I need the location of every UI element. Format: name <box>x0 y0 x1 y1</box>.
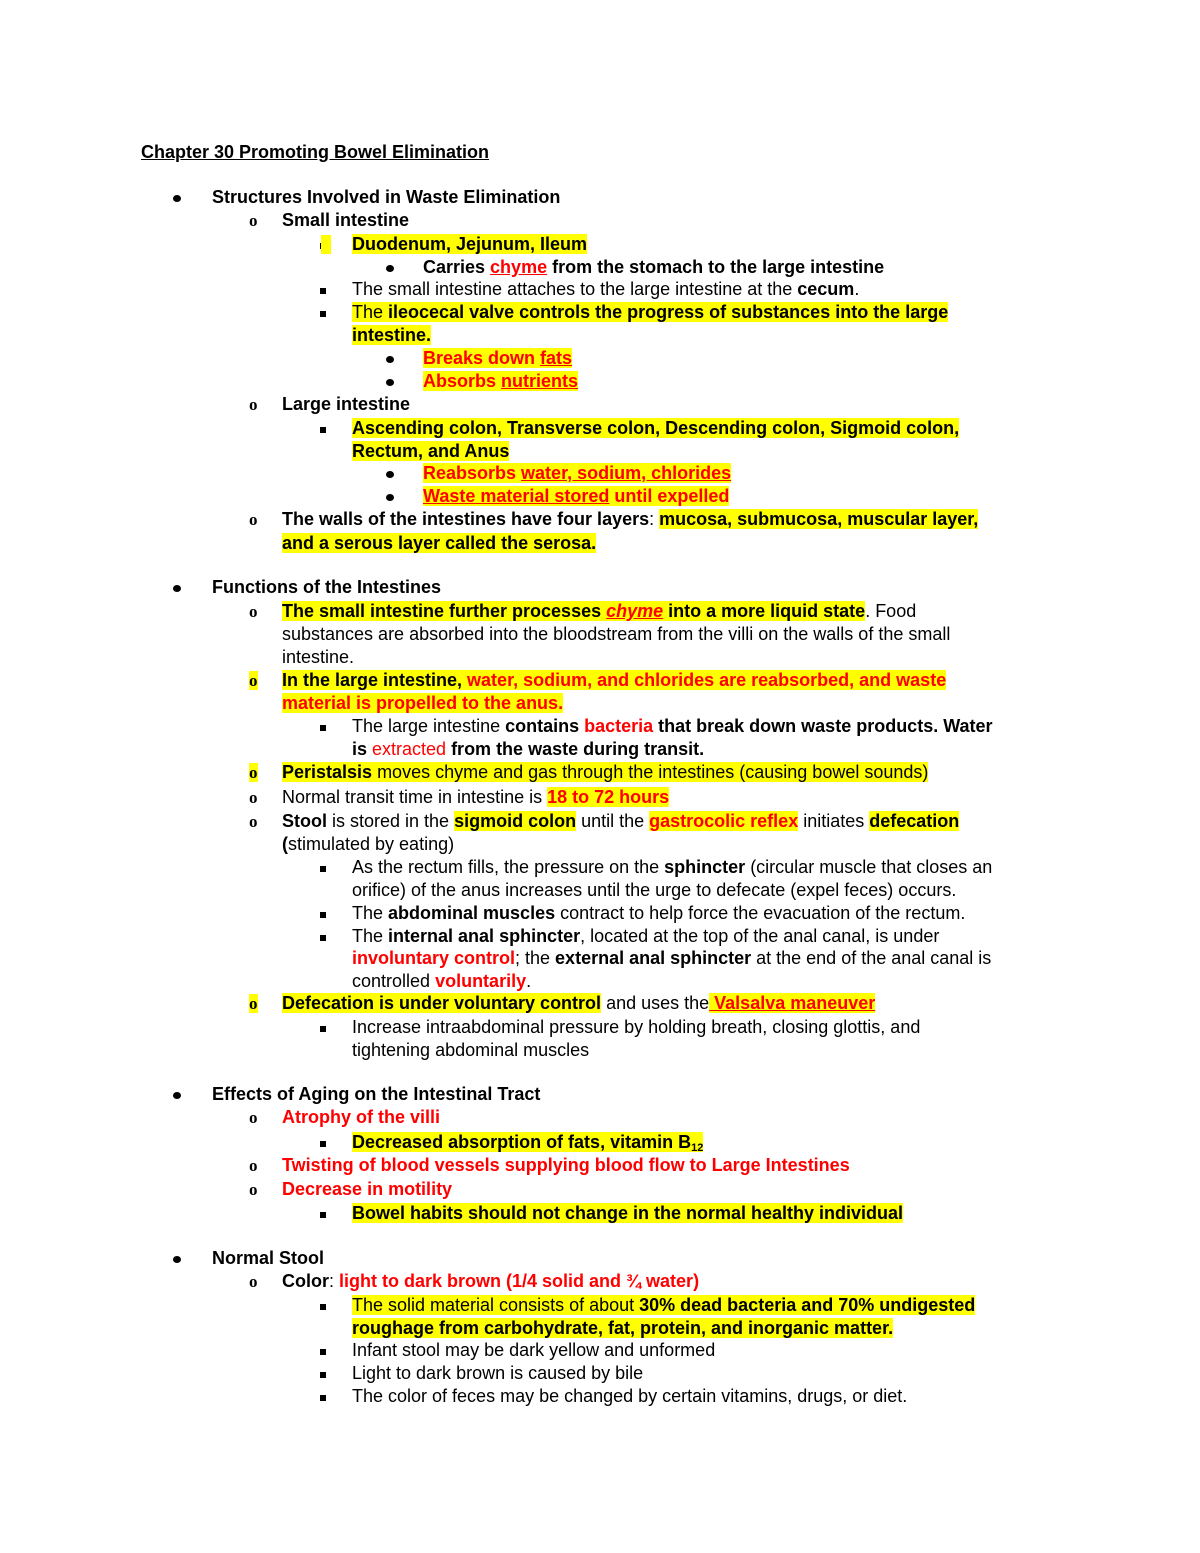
bullet-dot-icon <box>173 186 181 209</box>
bullet-dot-icon <box>173 1247 181 1270</box>
bullet-square-icon <box>320 278 326 301</box>
bullet-square-icon <box>320 301 326 324</box>
bowel-habits-line: Bowel habits should not change in the normal healthy individual <box>352 1203 904 1223</box>
bullet-o-icon: o <box>249 1156 258 1175</box>
stool-storage-line: Stool is stored in the sigmoid colon until the gastrocolic reflex initiates defecation <box>282 811 960 831</box>
small-intestine-function-3: intestine. <box>282 647 355 667</box>
bullet-dot-icon <box>386 256 394 279</box>
large-intestine-label: Large intestine <box>282 394 411 414</box>
bullet-square-icon <box>320 925 326 948</box>
bullet-o-icon: o <box>249 763 258 782</box>
page-title: Chapter 30 Promoting Bowel Elimination <box>141 142 490 162</box>
internal-sphincter-line-2: involuntary control; the external anal sphincter at the end of the anal canal is <box>352 948 992 968</box>
decreased-absorption-line: Decreased absorption of fats, vitamin $B_{12}$ <box>352 1132 704 1154</box>
bullet-dot-icon <box>173 576 181 599</box>
colon-parts-line: Ascending colon, Transverse colon, Descending colon, Sigmoid colon, <box>352 418 960 438</box>
bile-line: Light to dark brown is caused by bile <box>352 1363 644 1383</box>
large-intestine-function-2: material is propelled to the anus. <box>282 693 564 713</box>
infant-stool-line: Infant stool may be dark yellow and unformed <box>352 1340 716 1360</box>
rectum-line: As the rectum fills, the pressure on the sphincter (circular muscle that closes an <box>352 857 993 877</box>
bullet-o-icon: o <box>249 395 258 414</box>
bullet-square-icon <box>320 1385 326 1408</box>
transit-time-line: Normal transit time in intestine is 18 to 72 hours <box>282 787 670 807</box>
reabsorbs-line: Reabsorbs water, sodium, chlorides <box>423 463 732 483</box>
bullet-square-icon <box>320 233 331 256</box>
bullet-o-icon: o <box>249 211 258 230</box>
stool-color-line: Color: light to dark brown (1/4 solid and ¾ water) <box>282 1271 700 1291</box>
bullet-square-icon <box>320 715 326 738</box>
solid-material-line: The solid material consists of about 30% dead bacteria and 70% undigested <box>352 1295 976 1315</box>
bullet-square-icon <box>320 1131 326 1154</box>
large-intestine-function: In the large intestine, water, sodium, and chlorides are reabsorbed, and waste <box>282 670 947 690</box>
small-intestine-function: The small intestine further processes chyme into a more liquid state. Food <box>282 601 917 621</box>
bullet-o-icon: o <box>249 1180 258 1199</box>
bullet-dot-icon <box>173 1083 181 1106</box>
small-intestine-label: Small intestine <box>282 210 410 230</box>
bullet-square-icon <box>320 902 326 925</box>
motility-line: Decrease in motility <box>282 1179 453 1199</box>
abdominal-muscles-line: The abdominal muscles contract to help force the evacuation of the rectum. <box>352 903 966 923</box>
internal-sphincter-line: The internal anal sphincter, located at the top of the anal canal, is under <box>352 926 940 946</box>
bullet-square-icon <box>320 417 326 440</box>
bullet-dot-icon <box>386 462 394 485</box>
atrophy-line: Atrophy of the villi <box>282 1107 441 1127</box>
bullet-o-icon: o <box>249 510 258 529</box>
bullet-o-icon: o <box>249 788 258 807</box>
intestine-walls-line: The walls of the intestines have four layers: mucosa, submucosa, muscular layer, <box>282 509 979 529</box>
defecation-control-line: Defecation is under voluntary control and uses the Valsalva maneuver <box>282 993 876 1013</box>
section-heading-normal-stool: Normal Stool <box>212 1248 325 1268</box>
rectum-line-2: orifice) of the anus increases until the urge to defecate (expel feces) occurs. <box>352 880 957 900</box>
feces-color-line: The color of feces may be changed by certain vitamins, drugs, or diet. <box>352 1386 908 1406</box>
stool-storage-line-2: (stimulated by eating) <box>282 834 455 854</box>
valsalva-detail-line-2: tightening abdominal muscles <box>352 1040 590 1060</box>
section-heading-functions: Functions of the Intestines <box>212 577 442 597</box>
bullet-square-icon <box>320 1362 326 1385</box>
waste-material-line: Waste material stored until expelled <box>423 486 730 506</box>
bullet-dot-icon <box>386 370 394 393</box>
breaks-down-fats: Breaks down fats <box>423 348 573 368</box>
absorbs-nutrients: Absorbs nutrients <box>423 371 579 391</box>
bacteria-line-2: is extracted from the waste during transit. <box>352 739 705 759</box>
bullet-o-icon: o <box>249 1108 258 1127</box>
section-heading-structures: Structures Involved in Waste Elimination <box>212 187 561 207</box>
carries-chyme-line: Carries chyme from the stomach to the large intestine <box>423 257 885 277</box>
bullet-square-icon <box>320 1294 326 1317</box>
ileocecal-valve-line-2: intestine. <box>352 325 432 345</box>
bullet-o-icon: o <box>249 994 258 1013</box>
cecum-line: The small intestine attaches to the large intestine at the cecum. <box>352 279 860 299</box>
bullet-square-icon <box>320 1202 326 1225</box>
bullet-square-icon <box>320 856 326 879</box>
bullet-o-icon: o <box>249 1272 258 1291</box>
bullet-square-icon <box>320 1016 326 1039</box>
peristalsis-line: Peristalsis moves chyme and gas through the intestines (causing bowel sounds) <box>282 762 929 782</box>
bullet-dot-icon <box>386 347 394 370</box>
ileocecal-valve-line: The ileocecal valve controls the progress of substances into the large <box>352 302 949 322</box>
bullet-o-icon: o <box>249 671 258 690</box>
solid-material-line-2: roughage from carbohydrate, fat, protein, and inorganic matter. <box>352 1318 894 1338</box>
section-heading-aging: Effects of Aging on the Intestinal Tract <box>212 1084 541 1104</box>
bullet-o-icon: o <box>249 602 258 621</box>
bullet-dot-icon <box>386 485 394 508</box>
colon-parts-line-2: Rectum, and Anus <box>352 441 510 461</box>
valsalva-detail-line: Increase intraabdominal pressure by holding breath, closing glottis, and <box>352 1017 921 1037</box>
bullet-o-icon: o <box>249 812 258 831</box>
twisting-line: Twisting of blood vessels supplying blood flow to Large Intestines <box>282 1155 850 1175</box>
small-intestine-parts: Duodenum, Jejunum, Ileum <box>352 234 588 254</box>
bullet-square-icon <box>320 1339 326 1362</box>
internal-sphincter-line-3: controlled voluntarily. <box>352 971 532 991</box>
bacteria-line: The large intestine contains bacteria that break down waste products. Water <box>352 716 993 736</box>
intestine-walls-line-2: and a serous layer called the serosa. <box>282 533 597 553</box>
small-intestine-function-2: substances are absorbed into the bloodstream from the villi on the walls of the small <box>282 624 951 644</box>
